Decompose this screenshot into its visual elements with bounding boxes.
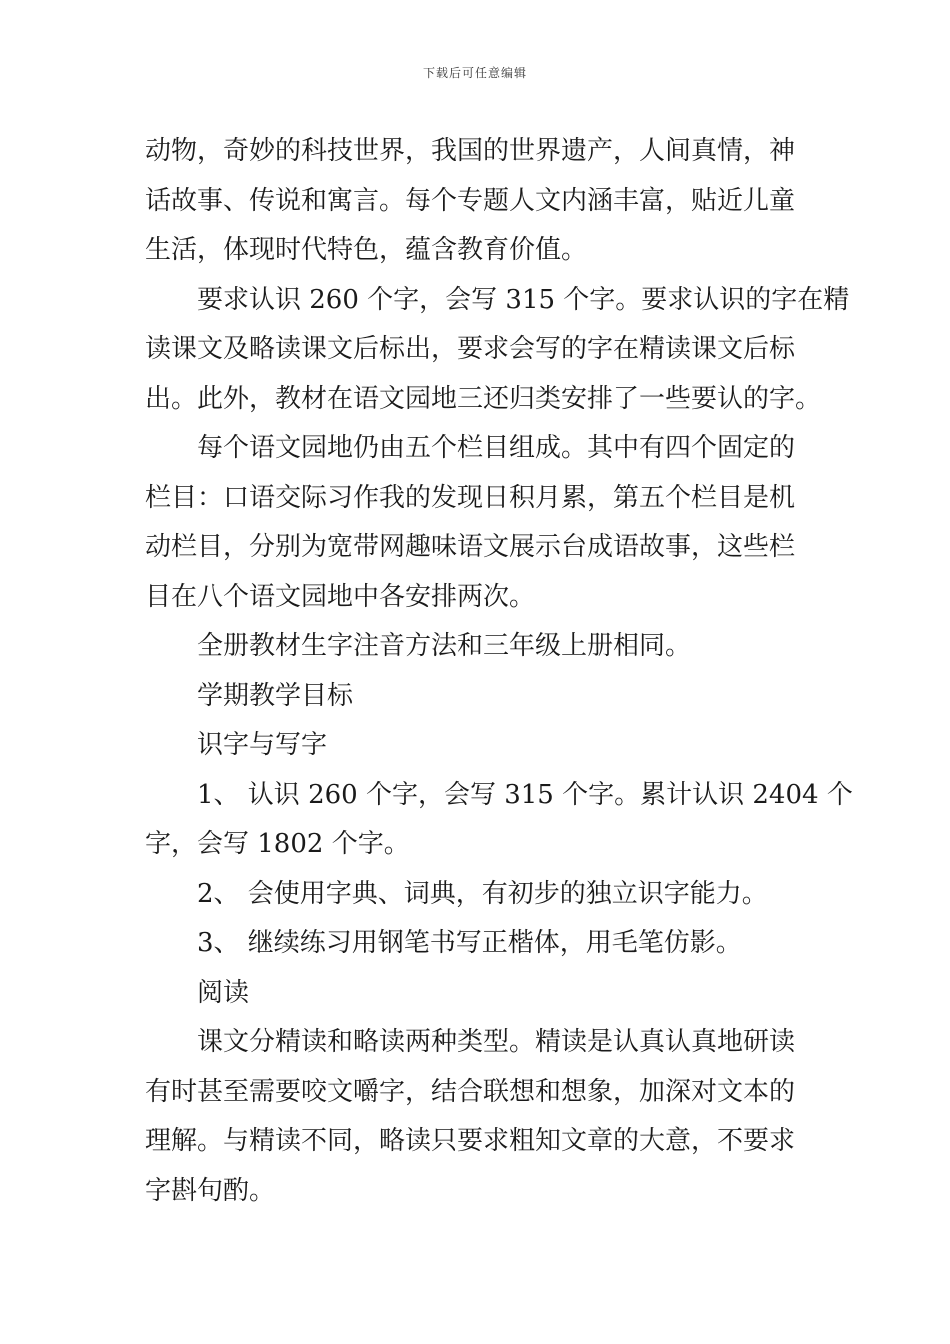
text-line: 读课文及略读课文后标出，要求会写的字在精读课文后标 (145, 334, 796, 364)
text-line: 动物，奇妙的科技世界，我国的世界遗产，人间真情，神 (145, 136, 796, 166)
text-line: 话故事、传说和寓言。每个专题人文内涵丰富，贴近儿童 (145, 185, 796, 216)
text-line: 目在八个语文园地中各安排两次。 (145, 581, 536, 612)
subsection-heading: 识字与写字 (197, 730, 328, 760)
paragraph-start: 全册教材生字注音方法和三年级上册相同。 (197, 631, 692, 661)
text-line: 动栏目，分别为宽带网趣味语文展示台成语故事，这些栏 (145, 532, 796, 562)
paragraph-start: 要求认识 260 个字，会写 315 个字。要求认识的字在精 (197, 284, 850, 315)
text-line: 字斟句酌。 (145, 1175, 276, 1206)
section-heading: 学期教学目标 (197, 680, 354, 711)
text-line: 字，会写 1802 个字。 (145, 829, 410, 859)
subsection-heading: 阅读 (197, 977, 250, 1008)
list-item: 3、 继续练习用钢笔书写正楷体，用毛笔仿影。 (197, 928, 742, 958)
text-line: 生活，体现时代特色，蕴含教育价值。 (145, 235, 588, 265)
paragraph-start: 课文分精读和略读两种类型。精读是认真认真地研读 (197, 1027, 796, 1057)
document-body (145, 127, 853, 1216)
text-line: 栏目：口语交际习作我的发现日积月累，第五个栏目是机 (145, 482, 796, 513)
text-line: 有时甚至需要咬文嚼字，结合联想和想象，加深对文本的 (145, 1076, 796, 1107)
list-item: 1、 认识 260 个字，会写 315 个字。累计认识 2404 个 (197, 779, 853, 810)
list-item: 2、 会使用字典、词典，有初步的独立识字能力。 (197, 878, 768, 909)
page-header: 下载后可任意编辑 (422, 66, 527, 80)
text-line: 出。此外，教材在语文园地三还归类安排了一些要认的字。 (145, 383, 822, 414)
paragraph-start: 每个语文园地仍由五个栏目组成。其中有四个固定的 (197, 433, 796, 463)
text-line: 理解。与精读不同，略读只要求粗知文章的大意，不要求 (145, 1126, 796, 1156)
